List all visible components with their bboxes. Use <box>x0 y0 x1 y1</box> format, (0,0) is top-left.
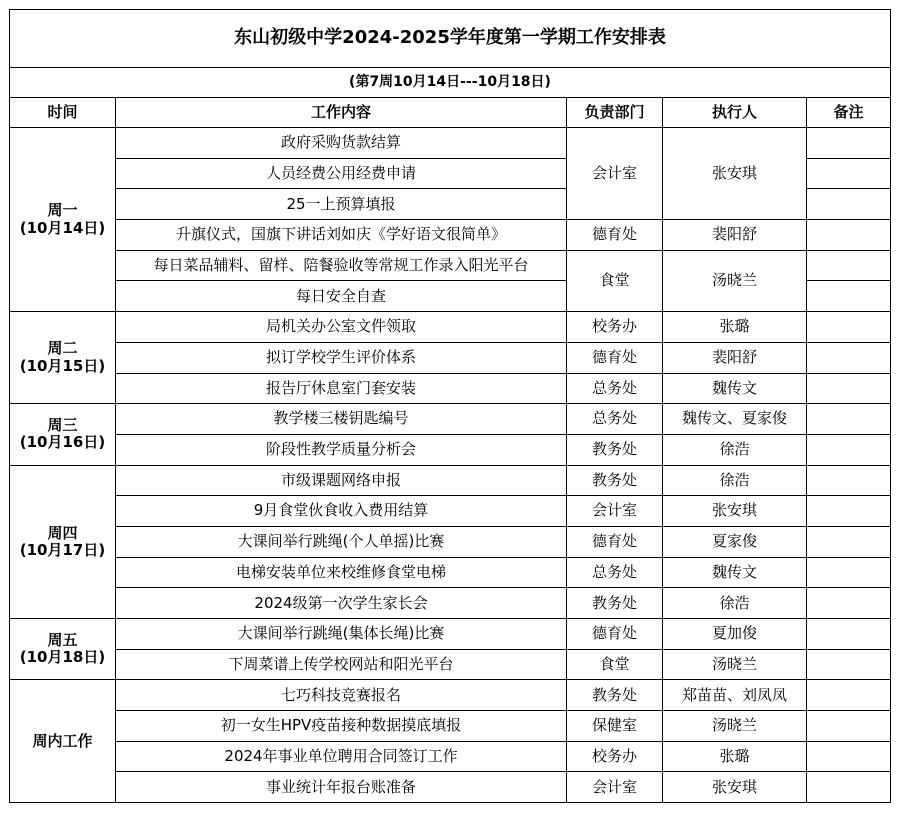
task-cell: 2024年事业单位聘用合同签订工作 <box>116 741 567 772</box>
table-row <box>10 711 891 742</box>
note-cell <box>807 649 891 680</box>
table-row <box>10 312 891 343</box>
header-dept: 负责部门 <box>567 98 663 128</box>
person-cell: 魏传文 <box>663 373 807 404</box>
dept-cell: 食堂 <box>567 649 663 680</box>
note-cell <box>807 373 891 404</box>
table-row <box>10 250 891 281</box>
note-cell <box>807 496 891 527</box>
person-cell: 汤晓兰 <box>663 649 807 680</box>
task-cell: 拟订学校学生评价体系 <box>116 342 567 373</box>
day-date: (10月18日) <box>19 648 106 667</box>
person-cell: 魏传文、夏家俊 <box>663 404 807 435</box>
day-name: 周五 <box>47 630 78 649</box>
note-cell <box>807 741 891 772</box>
table-row <box>10 526 891 557</box>
table-row <box>10 342 891 373</box>
task-cell: 教学楼三楼钥匙编号 <box>116 404 567 435</box>
note-cell <box>807 619 891 650</box>
person-cell: 徐浩 <box>663 588 807 619</box>
day-label-wednesday <box>10 404 116 465</box>
person-cell: 徐浩 <box>663 465 807 496</box>
dept-cell: 教务处 <box>567 434 663 465</box>
task-cell: 25一上预算填报 <box>116 189 567 220</box>
week-range: (第7周10月14日---10月18日) <box>10 68 891 98</box>
person-cell: 徐浩 <box>663 434 807 465</box>
header-time: 时间 <box>10 98 116 128</box>
note-cell <box>807 250 891 281</box>
table-row <box>10 557 891 588</box>
day-date: (10月17日) <box>19 540 106 559</box>
day-date: (10月16日) <box>19 433 106 452</box>
day-label-monday <box>10 128 116 312</box>
dept-cell: 教务处 <box>567 465 663 496</box>
note-cell <box>807 281 891 312</box>
schedule-table <box>9 9 891 803</box>
task-cell: 局机关办公室文件领取 <box>116 312 567 343</box>
dept-cell: 总务处 <box>567 557 663 588</box>
table-row <box>10 404 891 435</box>
task-cell: 2024级第一次学生家长会 <box>116 588 567 619</box>
note-cell <box>807 711 891 742</box>
person-cell: 夏加俊 <box>663 619 807 650</box>
dept-cell: 教务处 <box>567 588 663 619</box>
task-cell: 政府采购货款结算 <box>116 128 567 159</box>
task-cell: 七巧科技竞赛报名 <box>116 680 567 711</box>
note-cell <box>807 465 891 496</box>
task-cell: 大课间举行跳绳(个人单摇)比赛 <box>116 526 567 557</box>
task-cell: 市级课题网络申报 <box>116 465 567 496</box>
dept-cell: 会计室 <box>567 496 663 527</box>
dept-cell: 保健室 <box>567 711 663 742</box>
person-cell: 夏家俊 <box>663 526 807 557</box>
task-cell: 阶段性教学质量分析会 <box>116 434 567 465</box>
note-cell <box>807 220 891 251</box>
note-cell <box>807 312 891 343</box>
day-name: 周一 <box>47 201 78 220</box>
person-cell: 张安琪 <box>663 128 807 220</box>
dept-cell: 德育处 <box>567 342 663 373</box>
note-cell <box>807 434 891 465</box>
note-cell <box>807 557 891 588</box>
task-cell: 升旗仪式，国旗下讲话刘如庆《学好语文很简单》 <box>116 220 567 251</box>
task-cell: 每日菜品辅料、留样、陪餐验收等常规工作录入阳光平台 <box>116 250 567 281</box>
dept-cell: 总务处 <box>567 404 663 435</box>
person-cell: 汤晓兰 <box>663 711 807 742</box>
person-cell: 裴阳舒 <box>663 342 807 373</box>
task-cell: 大课间举行跳绳(集体长绳)比赛 <box>116 619 567 650</box>
person-cell: 郑苗苗、刘凤凤 <box>663 680 807 711</box>
task-cell: 报告厅休息室门套安装 <box>116 373 567 404</box>
note-cell <box>807 342 891 373</box>
person-cell: 张璐 <box>663 741 807 772</box>
note-cell <box>807 189 891 220</box>
day-date: (10月14日) <box>19 218 106 237</box>
day-name: 周四 <box>47 523 78 542</box>
note-cell <box>807 128 891 159</box>
table-row <box>10 373 891 404</box>
day-label-friday <box>10 619 116 680</box>
note-cell <box>807 772 891 803</box>
day-name: 周三 <box>47 416 78 435</box>
note-cell <box>807 404 891 435</box>
task-cell: 每日安全自查 <box>116 281 567 312</box>
person-cell: 汤晓兰 <box>663 250 807 311</box>
table-row <box>10 496 891 527</box>
table-row <box>10 619 891 650</box>
header-note: 备注 <box>807 98 891 128</box>
table-row <box>10 434 891 465</box>
table-row <box>10 772 891 803</box>
task-cell: 电梯安装单位来校维修食堂电梯 <box>116 557 567 588</box>
day-label-tuesday <box>10 312 116 404</box>
table-title: 东山初级中学2024-2025学年度第一学期工作安排表 <box>10 10 891 68</box>
day-label-thursday <box>10 465 116 618</box>
person-cell: 张安琪 <box>663 772 807 803</box>
person-cell: 张璐 <box>663 312 807 343</box>
table-row <box>10 741 891 772</box>
table-row <box>10 680 891 711</box>
table-row <box>10 465 891 496</box>
person-cell: 张安琪 <box>663 496 807 527</box>
note-cell <box>807 680 891 711</box>
dept-cell: 德育处 <box>567 619 663 650</box>
task-cell: 9月食堂伙食收入费用结算 <box>116 496 567 527</box>
dept-cell: 德育处 <box>567 220 663 251</box>
task-cell: 初一女生HPV疫苗接种数据摸底填报 <box>116 711 567 742</box>
day-label-weekly <box>10 680 116 803</box>
dept-cell: 校务办 <box>567 312 663 343</box>
day-name: 周内工作 <box>32 731 93 750</box>
dept-cell: 教务处 <box>567 680 663 711</box>
task-cell: 事业统计年报台账准备 <box>116 772 567 803</box>
dept-cell: 会计室 <box>567 128 663 220</box>
header-person: 执行人 <box>663 98 807 128</box>
day-name: 周二 <box>47 339 78 358</box>
note-cell <box>807 526 891 557</box>
header-content: 工作内容 <box>116 98 567 128</box>
dept-cell: 总务处 <box>567 373 663 404</box>
person-cell: 裴阳舒 <box>663 220 807 251</box>
task-cell: 下周菜谱上传学校网站和阳光平台 <box>116 649 567 680</box>
table-row <box>10 128 891 159</box>
table-row <box>10 649 891 680</box>
person-cell: 魏传文 <box>663 557 807 588</box>
dept-cell: 食堂 <box>567 250 663 311</box>
table-row <box>10 588 891 619</box>
table-row <box>10 220 891 251</box>
dept-cell: 校务办 <box>567 741 663 772</box>
task-cell: 人员经费公用经费申请 <box>116 158 567 189</box>
day-date: (10月15日) <box>19 356 106 375</box>
dept-cell: 德育处 <box>567 526 663 557</box>
note-cell <box>807 588 891 619</box>
note-cell <box>807 158 891 189</box>
dept-cell: 会计室 <box>567 772 663 803</box>
